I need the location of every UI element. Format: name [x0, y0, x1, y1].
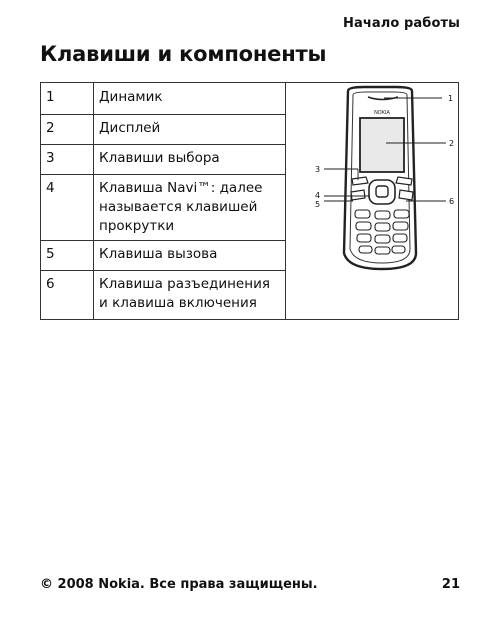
- part-description: [94, 241, 286, 271]
- part-number: 3: [41, 145, 94, 175]
- part-number: 6: [41, 271, 94, 320]
- part-line: Клавиша Navi™: далее: [99, 180, 263, 196]
- part-description: [94, 145, 286, 175]
- part-description: [94, 175, 286, 241]
- phone-diagram: [286, 83, 459, 314]
- part-number: 5: [41, 241, 94, 271]
- part-line: Дисплей: [99, 120, 161, 136]
- part-number: 4: [41, 175, 94, 241]
- part-line: Клавиши выбора: [99, 150, 220, 166]
- callout-number: 6: [449, 197, 455, 206]
- running-header: Начало работы: [342, 16, 460, 31]
- callout-number: 2: [449, 139, 455, 148]
- call-key: [351, 190, 365, 200]
- callout-number: 1: [448, 94, 454, 103]
- page-title: Клавиши и компоненты: [40, 42, 327, 66]
- navi-center-button: [376, 186, 388, 197]
- callout-number: 3: [315, 165, 321, 174]
- part-line: Динамик: [99, 89, 163, 105]
- callout-number: 5: [315, 200, 321, 209]
- part-line: Клавиша разъединения: [99, 276, 270, 292]
- part-line: прокрутки: [99, 218, 175, 234]
- part-number: 1: [41, 83, 94, 115]
- components-table: [40, 82, 459, 320]
- table-row: [41, 83, 459, 115]
- callout-number: 4: [315, 191, 321, 200]
- part-description: [94, 115, 286, 145]
- part-description: [94, 83, 286, 115]
- right-selection-key: [396, 177, 412, 185]
- copyright-footer: © 2008 Nokia. Все права защищены.: [40, 577, 318, 592]
- brand-logo: NOKIA: [374, 110, 390, 116]
- part-number: 2: [41, 115, 94, 145]
- part-line: и клавиша включения: [99, 295, 257, 311]
- left-selection-key: [352, 177, 368, 185]
- part-line: Клавиша вызова: [99, 246, 218, 262]
- display-screen: [360, 118, 404, 172]
- part-description: [94, 271, 286, 320]
- phone-figure-cell: [286, 83, 459, 320]
- page-number: 21: [441, 577, 460, 592]
- part-line: называется клавишей: [99, 199, 258, 215]
- end-key: [399, 190, 413, 200]
